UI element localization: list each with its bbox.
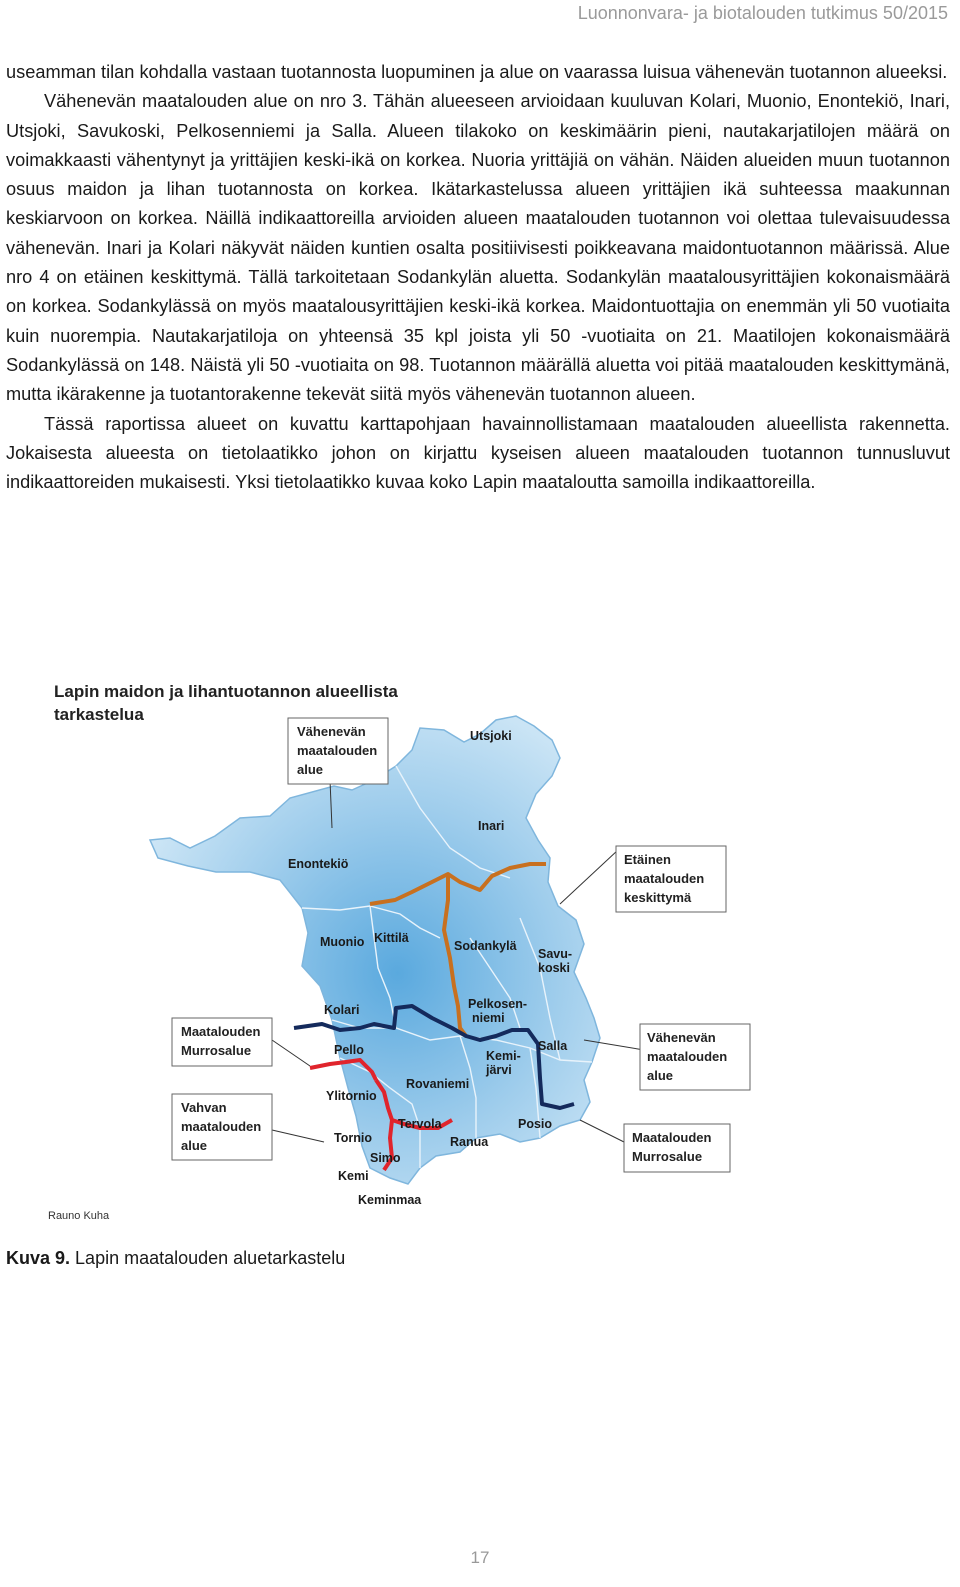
place-tervola: Tervola (398, 1117, 442, 1131)
box-line: Vähenevän (297, 724, 366, 739)
box-line: maatalouden (624, 871, 705, 886)
box-line: Murrosalue (632, 1149, 703, 1164)
box-line: alue (647, 1068, 674, 1083)
place-kemi: Kemi (338, 1169, 369, 1183)
place-muonio: Muonio (320, 935, 365, 949)
box-line: maatalouden (181, 1119, 262, 1134)
caption-text: Lapin maatalouden aluetarkastelu (75, 1248, 346, 1268)
box-line: maatalouden (647, 1049, 728, 1064)
place-ylitornio: Ylitornio (326, 1089, 377, 1103)
box-line: Maatalouden (181, 1024, 261, 1039)
place-ranua: Ranua (450, 1135, 489, 1149)
box-line: alue (181, 1138, 208, 1153)
paragraph: Vähenevän maatalouden alue on nro 3. Tähän alueeseen arvioidaan kuuluvan Kolari, Muonio, Enontekiö, Inari, Utsjoki, Savukoski, Pelkosenniemi ja Salla. Alueen tilakoko on keskimäärin pieni, nautakarjatilojen määrä on voimakkaasti vähentynyt ja yrittäjien keski-ikä on korkea. Nuoria yrittäjiä on vähän. Näiden alueiden muun tuotannon osuus maidon ja lihan tuotannosta on korkea. Ikätarkastelussa alueen yrittäjien ikä suhteessa maakunnan keskiarvoon on korkea. Näillä indikaattoreilla arvioiden alueen maatalouden tuotannon voi olettaa tulevaisuudessa vähenevän. Inari ja Kolari näkyvät näiden kuntien osalta positiivisesti poikkeavana maidontuotannon määrissä. Alue nro 4 on etäinen keskittymä. Tällä tarkoitetaan Sodankylän aluetta. Sodankylän maatalousyrittäjien kokonaismäärä on korkea. Sodankylässä on myös maatalousyrittäjien keski-ikä korkea. Maidontuottajia on enemmän yli 50 vuotiaita kuin nuorempia. Nautakarjatiloja on yhteensä 35 kpl joista yli 50 -vuotiaita on 21. Maatilojen kokonaismäärä Sodankylässä on 148. Näistä yli 50 -vuotiaita on 98. Tuotannon määrällä aluetta voi pitää maatalouden keskittymänä, mutta ikärakenne ja tuotantorakenne tekevät siitä myös vähenevän tuotannon alueen. (6, 91, 950, 405)
place-rovaniemi: Rovaniemi (406, 1077, 470, 1091)
box-vahva (172, 1094, 272, 1160)
place-inari: Inari (478, 819, 505, 833)
place-salla: Salla (538, 1039, 568, 1053)
box-line: Vahvan (181, 1100, 227, 1115)
figure-caption (6, 1248, 345, 1269)
box-line: Etäinen (624, 852, 671, 867)
place-simo: Simo (370, 1151, 401, 1165)
place-pelkosenniemi: Pelkosen- (468, 997, 528, 1011)
paragraph: Tässä raportissa alueet on kuvattu karttapohjaan havainnollistamaan maatalouden alueellista rakennetta. Jokaisesta alueesta on tietolaatikko johon on kirjattu kyseisen alueen maatalouden tuotannon tunnusluvut indikaattoreiden mukaisesti. Yksi tietolaatikko kuvaa koko Lapin maataloutta samoilla indikaattoreilla. (6, 413, 950, 493)
box-line: keskittymä (624, 890, 692, 905)
box-murros-right (624, 1124, 730, 1172)
box-vahenevan-right (640, 1024, 750, 1090)
place-pello: Pello (334, 1043, 364, 1057)
place-pelkosenniemi: niemi (472, 1011, 505, 1025)
place-kolari: Kolari (324, 1003, 360, 1017)
place-enontekio: Enontekiö (288, 857, 349, 871)
place-kemijarvi: Kemi- (486, 1049, 521, 1063)
place-kemijarvi: järvi (486, 1063, 512, 1077)
box-line: Murrosalue (181, 1043, 252, 1058)
running-header: Luonnonvara- ja biotalouden tutkimus 50/2015 (577, 3, 948, 23)
place-utsjoki: Utsjoki (470, 729, 512, 743)
place-savukoski: koski (538, 961, 570, 975)
box-vahenevan-top (288, 718, 388, 784)
paragraph: useamman tilan kohdalla vastaan tuotannosta luopuminen ja alue on vaarassa luisua vähenevän tuotannon alueeksi. (6, 62, 948, 82)
lapland-map (40, 668, 960, 1238)
place-tornio: Tornio (334, 1131, 372, 1145)
box-line: maatalouden (297, 743, 378, 758)
box-line: alue (297, 762, 324, 777)
map-title: Lapin maidon ja lihantuotannon alueellista tarkastelua (54, 682, 398, 724)
place-sodankyla: Sodankylä (454, 939, 517, 953)
place-keminmaa: Keminmaa (358, 1193, 422, 1207)
body-text (6, 58, 950, 497)
caption-label: Kuva 9. (6, 1248, 71, 1268)
box-line: Vähenevän (647, 1030, 716, 1045)
lapland-map-figure (40, 668, 960, 1238)
page-number: 17 (470, 1548, 490, 1567)
place-posio: Posio (518, 1117, 553, 1131)
box-line: Maatalouden (632, 1130, 712, 1145)
box-murros-left (172, 1018, 272, 1066)
map-author: Rauno Kuha (48, 1210, 110, 1222)
box-etainen (616, 846, 726, 912)
place-savukoski: Savu- (538, 947, 573, 961)
place-kittila: Kittilä (374, 931, 409, 945)
